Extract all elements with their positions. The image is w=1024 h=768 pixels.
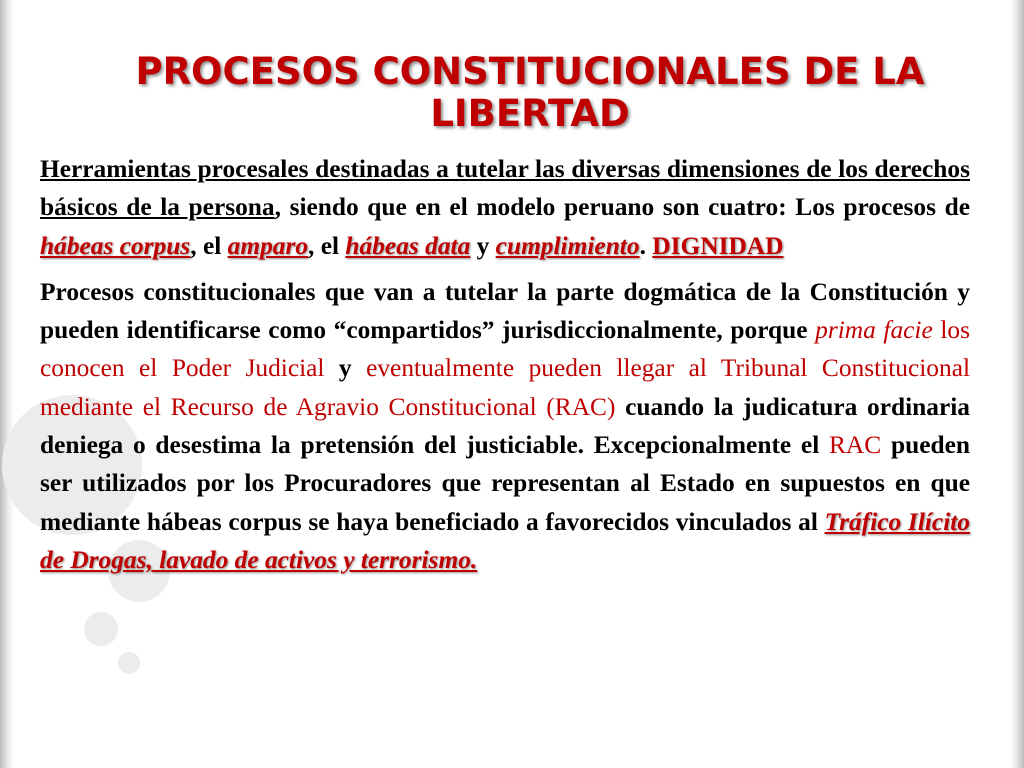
phrase-poder-judicial: los conocen el Poder Judicial	[40, 316, 971, 383]
paragraph2-text-a: Procesos constitucionales que van a tutelar la parte dogmática de la Constitución y pueden identificarse como “compartidos” jurisdiccionalmente, porque	[40, 277, 970, 345]
paragraph1-text-d: y	[470, 231, 496, 260]
left-edge-shade	[0, 0, 14, 768]
paragraph1-text-c: , el	[308, 231, 346, 260]
definition-intro: Herramientas procesales destinadas a tutelar las diversas dimensiones de los derechos básicos de la persona	[40, 155, 970, 222]
term-habeas-data: hábeas data	[345, 231, 471, 260]
paragraph2-text-b: y	[324, 354, 367, 383]
decorative-circle-tiny	[118, 652, 140, 674]
paragraph-definition	[40, 150, 970, 265]
paragraph-description	[40, 273, 970, 579]
term-trafico: Tráfico Ilícito de Drogas, lavado de activos y terrorismo.	[40, 507, 970, 574]
right-edge-shade	[1010, 0, 1024, 768]
paragraph1-text-b: , el	[190, 231, 228, 260]
term-cumplimiento: cumplimiento	[495, 231, 640, 260]
term-dignidad: DIGNIDAD	[652, 231, 784, 260]
paragraph2-text-c: cuando la judicatura ordinaria deniega o desestima la pretensión del justiciable. Excepcionalmente el	[40, 392, 970, 460]
decorative-circle-small	[84, 612, 118, 646]
term-amparo: amparo	[227, 231, 309, 260]
term-habeas-corpus: hábeas corpus	[40, 231, 191, 260]
paragraph1-text-a: , siendo que en el modelo peruano son cuatro: Los procesos de	[274, 193, 970, 222]
term-prima-facie: prima facie	[815, 316, 933, 345]
slide-title: PROCESOS CONSTITUCIONALES DE LA LIBERTAD	[135, 49, 925, 135]
slide-body	[40, 150, 970, 587]
term-rac: RAC	[829, 431, 882, 460]
paragraph2-text-d: pueden ser utilizados por los Procuradores que representan al Estado en supuestos en que mediante hábeas corpus se haya beneficiado a favorecidos vinculados al	[40, 431, 970, 536]
phrase-tribunal-constitucional: eventualmente pueden llegar al Tribunal Constitucional mediante el Recurso de Agravio Constitucional (RAC)	[40, 354, 971, 421]
paragraph1-text-e: .	[639, 231, 653, 260]
